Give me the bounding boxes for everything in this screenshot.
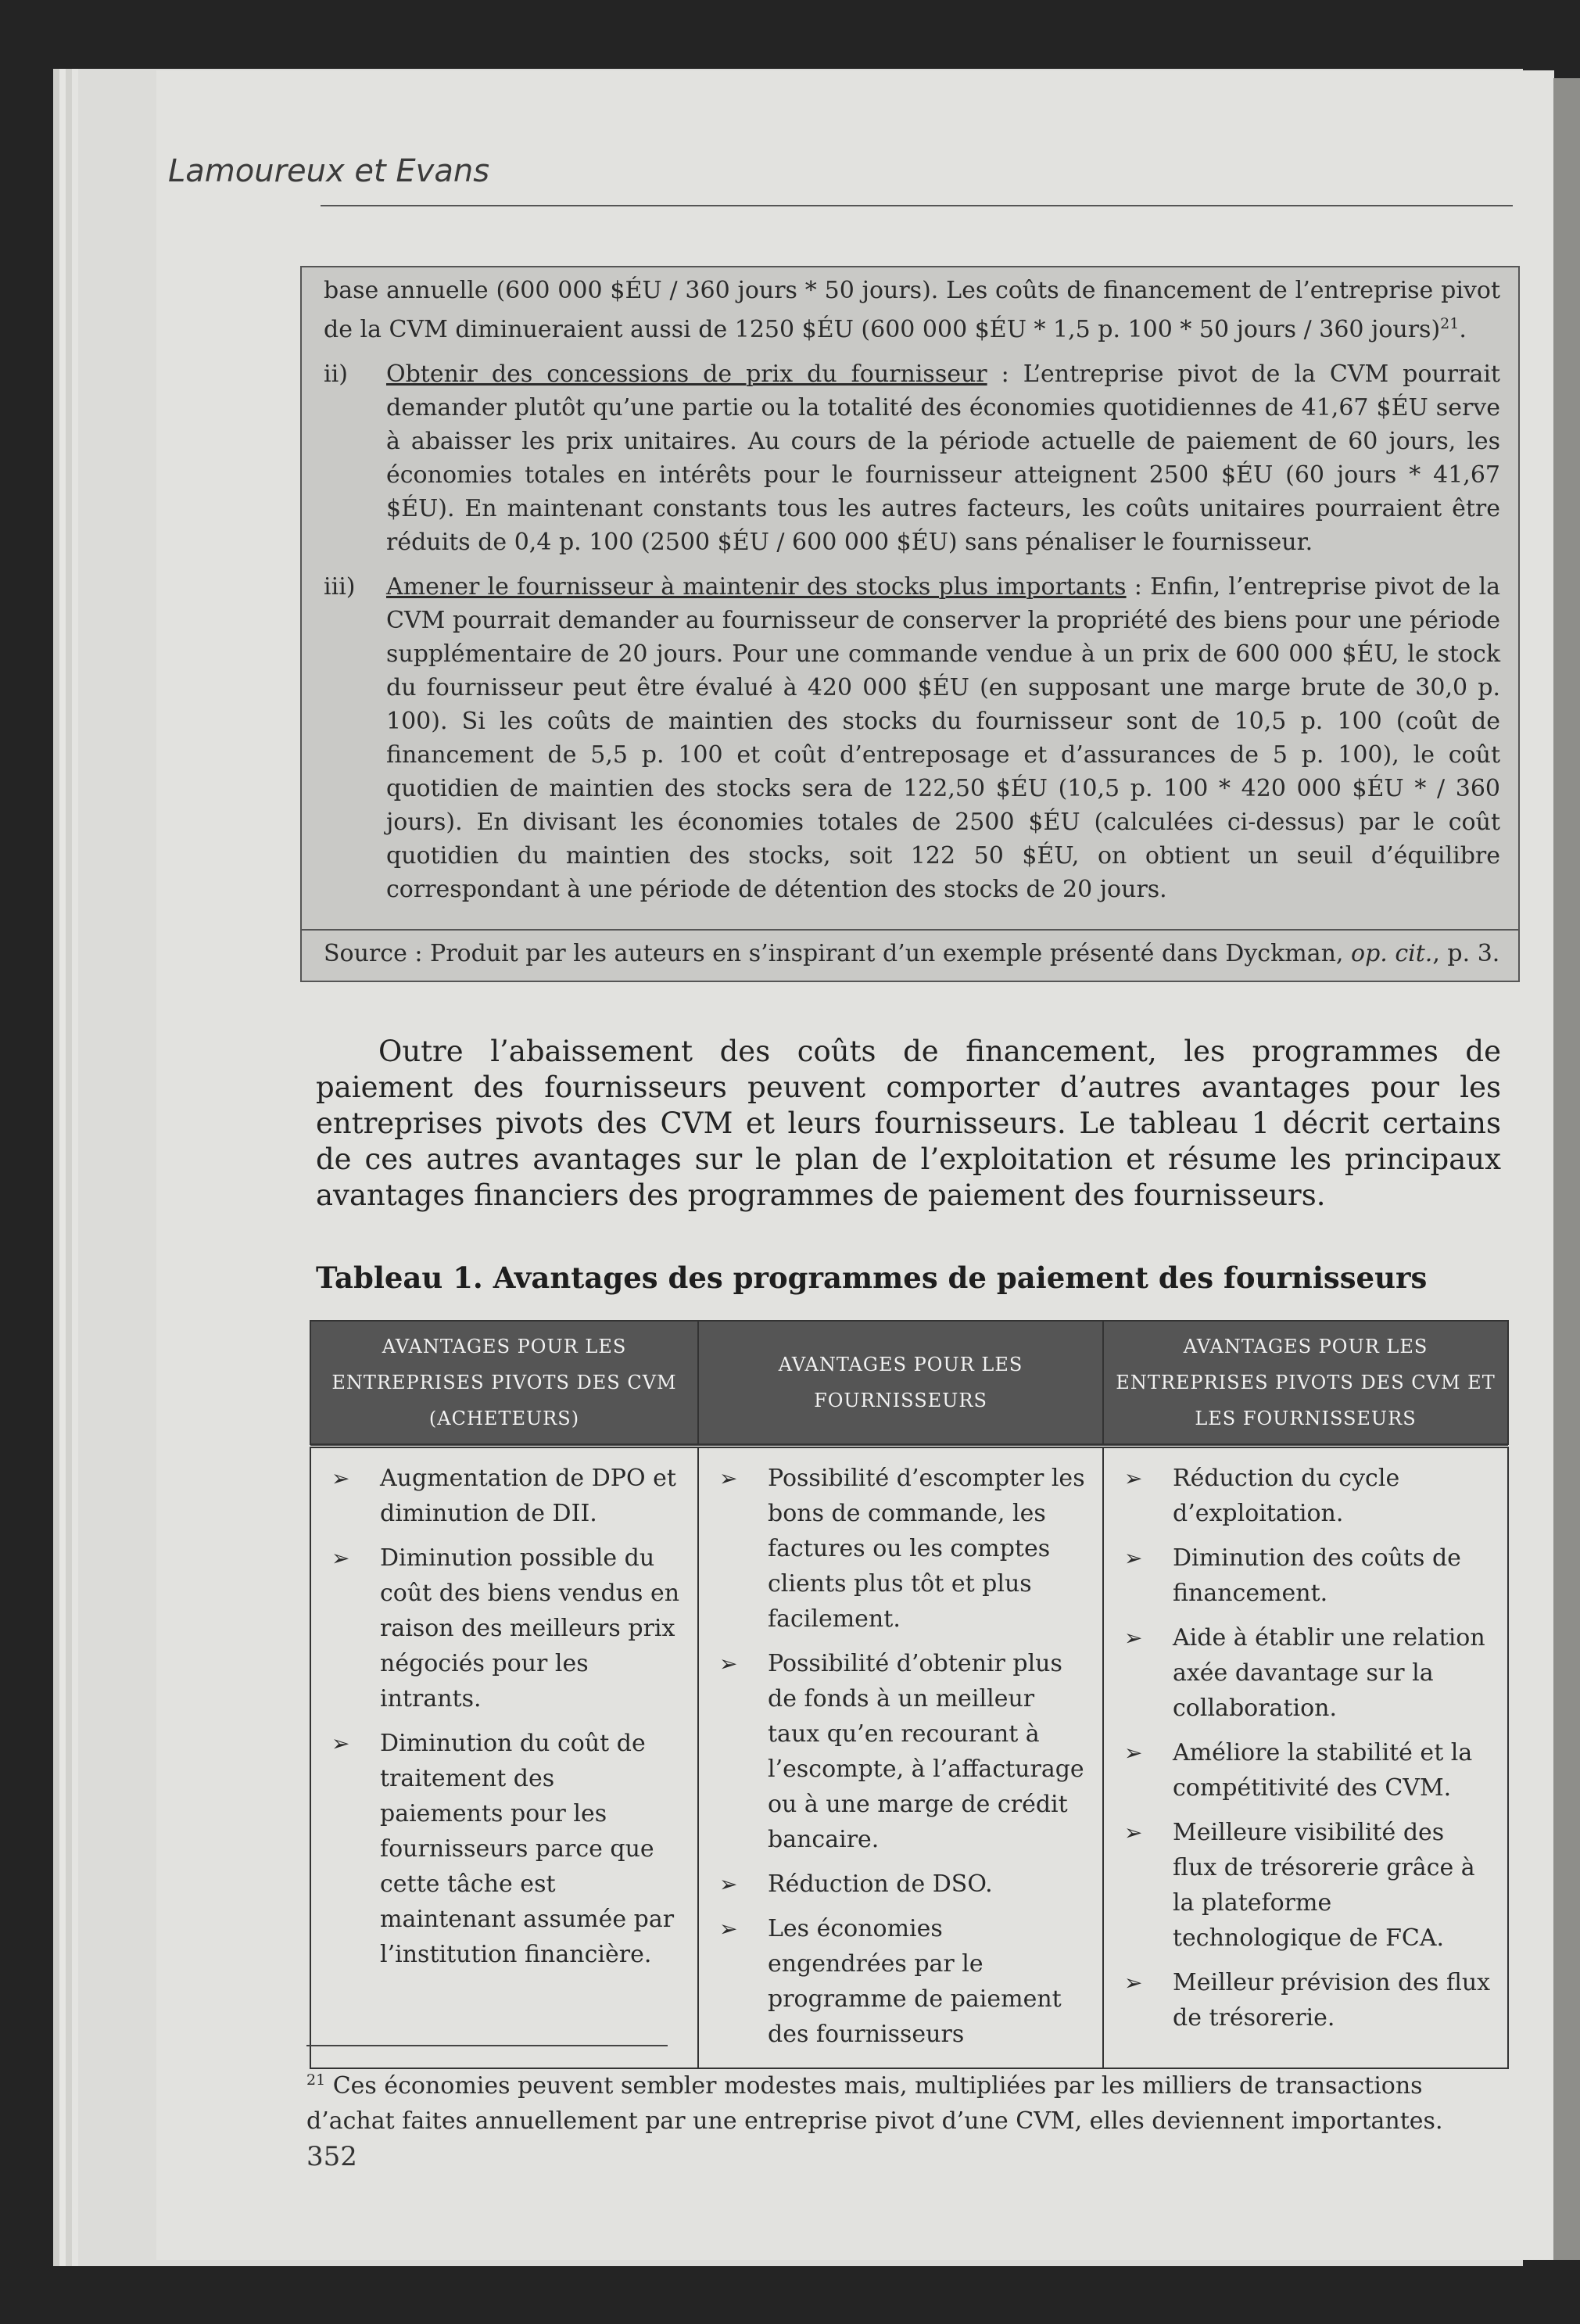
item-number: iii) (324, 573, 356, 601)
arrow-bullet-icon: ➢ (719, 1465, 738, 1491)
arrow-bullet-icon: ➢ (1124, 1545, 1143, 1571)
running-head: Lamoureux et Evans (168, 153, 490, 189)
item-text: : L’entreprise pivot de la CVM pourrait demander plutôt qu’une partie ou la totalité des économies quotidiennes de 41,67 $ÉU serve à abaisser les prix unitaires. Au cours de la période actuelle de paiement de 60 jours, les économies totales en intérêts pour le fournisseur atteignent 2500 $ÉU (60 jours * 41,67 $ÉU). En maintenant constants tous les autres facteurs, les coûts unitaires pourraient être réduits de 0,4 p. 100 (2500 $ÉU / 600 000 $ÉU) sans pénaliser le fournisseur. (386, 360, 1500, 556)
box-intro-text: base annuelle (600 000 $ÉU / 360 jours * 50 jours). Les coûts de financement de l’entreprise pivot de la CVM diminueraient aussi de 1250 $ÉU (600 000 $ÉU * 1,5 p. 100 * 50 jours / 360 jours) (324, 277, 1500, 343)
source-suffix: , p. 3. (1432, 940, 1500, 967)
list-item (1118, 1461, 1493, 1531)
list-item (1118, 1540, 1493, 1611)
table-header-both: AVANTAGES POUR LES ENTREPRISES PIVOTS DES CVM ET LES FOURNISSEURS (1103, 1321, 1508, 1446)
page-number: 352 (306, 2141, 357, 2172)
advantages-table (310, 1320, 1509, 2069)
source-italic: op. cit. (1351, 940, 1433, 967)
facing-page-edge (1553, 78, 1580, 2260)
arrow-bullet-icon: ➢ (1124, 1465, 1143, 1491)
list-item-text: Les économies engendrées par le programme de paiement des fournisseurs (768, 1915, 1062, 2048)
table-title: Tableau 1. Avantages des programmes de paiement des fournisseurs (316, 1261, 1428, 1295)
box-item-ii (324, 357, 1500, 559)
list-item-text: Possibilité d’escompter les bons de commande, les factures ou les comptes clients plus tôt et plus facilement. (768, 1465, 1085, 1633)
item-heading: Amener le fournisseur à maintenir des stocks plus importants (386, 573, 1127, 601)
list-item-text: Réduction de DSO. (768, 1870, 993, 1898)
arrow-bullet-icon: ➢ (1124, 1625, 1143, 1651)
list-item-text: Aide à établir une relation axée davantage sur la collaboration. (1173, 1624, 1485, 1722)
list-item (325, 1540, 683, 1716)
list-item (713, 1867, 1088, 1902)
list-item (1118, 1620, 1493, 1726)
box-intro-paragraph (324, 274, 1500, 346)
list-item (1118, 1815, 1493, 1956)
arrow-bullet-icon: ➢ (719, 1651, 738, 1677)
body-paragraph: Outre l’abaissement des coûts de financement, les programmes de paiement des fournisseurs peuvent comporter d’autres avantages pour les entreprises pivots des CVM et leurs fournisseurs. Le tableau 1 décrit certains de ces autres avantages sur le plan de l’exploitation et résume les principaux avantages financiers des programmes de paiement des fournisseurs. (316, 1035, 1501, 1212)
footnote-rule (306, 2045, 668, 2046)
arrow-bullet-icon: ➢ (331, 1730, 350, 1756)
source-prefix: Source : Produit par les auteurs en s’inspirant d’un exemple présenté dans Dyckman, (324, 940, 1352, 967)
example-box (300, 266, 1520, 982)
table-row (310, 1446, 1508, 2068)
table-cell-buyers (310, 1446, 698, 2068)
arrow-bullet-icon: ➢ (1124, 1970, 1143, 1996)
list-item-text: Diminution du coût de traitement des paiements pour les fournisseurs parce que cette tâche est maintenant assumée par l’institution financière. (380, 1730, 675, 1968)
list-item (713, 1911, 1088, 2052)
list-item-text: Diminution possible du coût des biens vendus en raison des meilleurs prix négociés pour les intrants. (380, 1544, 680, 1713)
table-header-suppliers: AVANTAGES POUR LES FOURNISSEURS (698, 1321, 1103, 1446)
footnote (306, 2063, 1479, 2139)
list-item-text: Possibilité d’obtenir plus de fonds à un meilleur taux qu’en recourant à l’escompte, à l’affacturage ou à une marge de crédit bancaire. (768, 1650, 1084, 1853)
box-source-line (302, 929, 1518, 982)
table-header-buyers: AVANTAGES POUR LES ENTREPRISES PIVOTS DES CVM (ACHETEURS) (310, 1321, 698, 1446)
list-item-text: Augmentation de DPO et diminution de DII. (380, 1465, 676, 1527)
arrow-bullet-icon: ➢ (719, 1916, 738, 1942)
item-number: ii) (324, 360, 348, 388)
table-cell-both (1103, 1446, 1508, 2068)
list-item (713, 1461, 1088, 1637)
list-item (1118, 1965, 1493, 2035)
example-box-content (324, 274, 1500, 917)
list-item-text: Diminution des coûts de financement. (1173, 1544, 1461, 1607)
list-item (713, 1646, 1088, 1857)
arrow-bullet-icon: ➢ (1124, 1820, 1143, 1845)
list-item-text: Meilleur prévision des flux de trésorerie. (1173, 1969, 1491, 2032)
list-item-text: Améliore la stabilité et la compétitivité des CVM. (1173, 1739, 1473, 1802)
arrow-bullet-icon: ➢ (1124, 1740, 1143, 1766)
list-item-text: Réduction du cycle d’exploitation. (1173, 1465, 1400, 1527)
arrow-bullet-icon: ➢ (719, 1871, 738, 1897)
arrow-bullet-icon: ➢ (331, 1465, 350, 1491)
item-heading: Obtenir des concessions de prix du fournisseur (386, 360, 987, 388)
arrow-bullet-icon: ➢ (331, 1545, 350, 1571)
item-text: : Enfin, l’entreprise pivot de la CVM pourrait demander au fournisseur de conserver la propriété des biens pour une période supplémentaire de 20 jours. Pour une commande vendue à un prix de 600 000 $ÉU, le stock du fournisseur peut être évalué à 420 000 $ÉU (en supposant une marge brute de 30,0 p. 100). Si les coûts de maintien des stocks du fournisseur sont de 10,5 p. 100 (coût de financement de 5,5 p. 100 et coût d’entreposage et d’assurances de 5 p. 100), le coût quotidien de maintien des stocks sera de 122,50 $ÉU (10,5 p. 100 * 420 000 $ÉU * / 360 jours). En divisant les économies totales de 2500 $ÉU (calculées ci-dessus) par le coût quotidien du maintien des stocks, soit 122 50 $ÉU, on obtient un seuil d’équilibre correspondant à une période de détention des stocks de 20 jours. (386, 573, 1500, 903)
table-header-row (310, 1321, 1508, 1446)
list-item (325, 1726, 683, 1972)
list-item (325, 1461, 683, 1531)
list-item (1118, 1735, 1493, 1806)
list-item-text: Meilleure visibilité des flux de trésorerie grâce à la plateforme technologique de FCA. (1173, 1819, 1475, 1952)
running-head-rule (321, 205, 1513, 206)
footnote-text: Ces économies peuvent sembler modestes mais, multipliées par les milliers de transactions d’achat faites annuellement par une entreprise pivot d’une CVM, elles deviennent importantes. (306, 2072, 1443, 2135)
box-intro-end: . (1459, 316, 1467, 343)
box-item-iii (324, 570, 1500, 906)
table-cell-suppliers (698, 1446, 1103, 2068)
footnote-ref-21: 21 (1440, 315, 1460, 332)
footnote-number: 21 (306, 2071, 326, 2089)
